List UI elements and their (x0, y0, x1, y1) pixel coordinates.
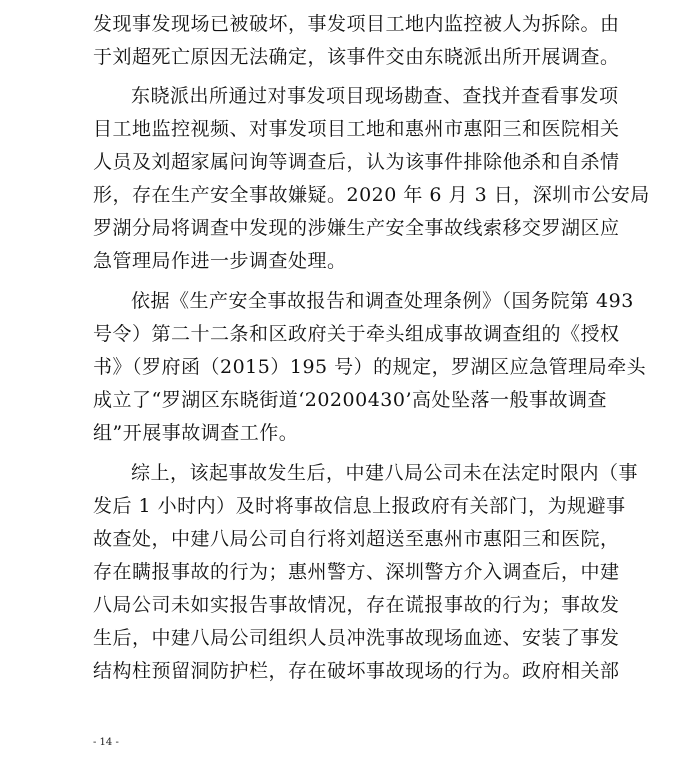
text-line: 发现事发现场已被破坏，事发项目工地内监控被人为拆除。由 (93, 13, 620, 35)
text-line: 成立了“罗湖区东晓街道‘20200430’高处坠落一般事故调查 (93, 389, 608, 411)
text-line: 结构柱预留洞防护栏，存在破坏事故现场的行为。政府相关部 (93, 660, 620, 682)
text-line: 罗湖分局将调查中发现的涉嫌生产安全事故线索移交罗湖区应 (93, 217, 620, 239)
text-line: 依据《生产安全事故报告和调查处理条例》（国务院第 493 (131, 290, 634, 312)
text-line: 急管理局作进一步调查处理。 (93, 250, 347, 272)
text-line: 目工地监控视频、对事发项目工地和惠州市惠阳三和医院相关 (93, 118, 620, 140)
page-number: - 14 - (93, 737, 119, 748)
text-line: 书》（罗府函（2015）195 号）的规定，罗湖区应急管理局牵头 (93, 356, 647, 378)
text-line: 存在瞒报事故的行为；惠州警方、深圳警方介入调查后，中建 (93, 561, 620, 583)
text-line: 组”开展事故调查工作。 (93, 422, 299, 444)
text-line: 故查处，中建八局公司自行将刘超送至惠州市惠阳三和医院， (93, 528, 620, 550)
text-line: 形，存在生产安全事故嫌疑。2020 年 6 月 3 日，深圳市公安局 (93, 184, 650, 206)
text-line: 于刘超死亡原因无法确定，该事件交由东晓派出所开展调查。 (93, 46, 620, 68)
text-line: 人员及刘超家属问询等调查后，认为该事件排除他杀和自杀情 (93, 151, 620, 173)
text-line: 生后，中建八局公司组织人员冲洗事故现场血迹、安装了事发 (93, 627, 620, 649)
text-line: 东晓派出所通过对事发项目现场勘查、查找并查看事发项 (131, 85, 619, 107)
text-line: 号令）第二十二条和区政府关于牵头组成事故调查组的《授权 (93, 323, 620, 345)
text-line: 八局公司未如实报告事故情况，存在谎报事故的行为；事故发 (93, 594, 620, 616)
text-line: 综上，该起事故发生后，中建八局公司未在法定时限内（事 (131, 462, 639, 484)
text-line: 发后 1 小时内）及时将事故信息上报政府有关部门，为规避事 (93, 495, 626, 517)
